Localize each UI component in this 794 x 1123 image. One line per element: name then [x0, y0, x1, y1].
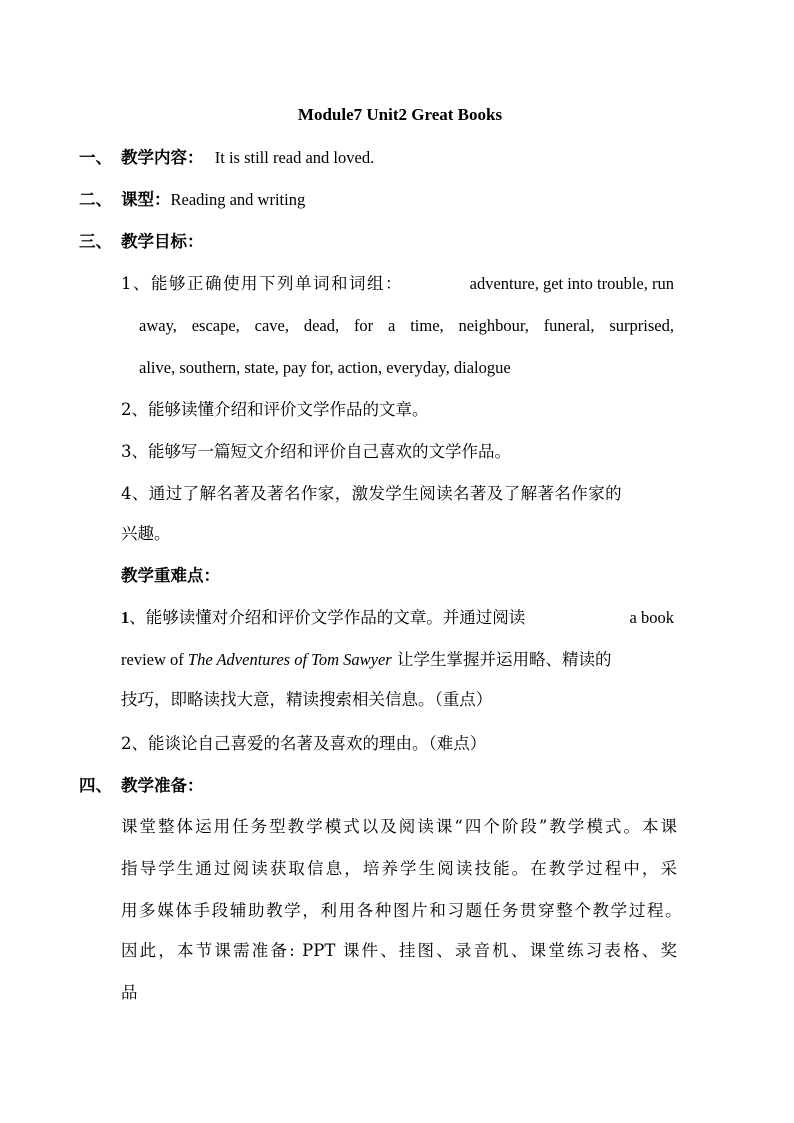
key-point-text-en: a book [629, 608, 674, 627]
key-point-text: 、能够读懂对介绍和评价文学作品的文章。并通过阅读 [129, 608, 526, 627]
paragraph-text: 指导学生通过阅读获取信息，培养学生阅读技能。在教学过程中，采 [121, 859, 677, 878]
key-point-1-line-2 [121, 648, 611, 672]
preparation-line-3 [121, 899, 681, 923]
key-point-text: 让学生掌握并运用略、精读的 [391, 650, 612, 669]
preparation-line-5: 品 [121, 983, 138, 1002]
key-point-2: 2、能谈论自己喜爱的名著及喜欢的理由。（难点） [121, 734, 487, 753]
goal-1-line-1 [121, 272, 674, 296]
goal-3: 3、能够写一篇短文介绍和评价自己喜欢的文学作品。 [121, 442, 511, 461]
paragraph-text: 课堂整体运用任务型教学模式以及阅读课“四个阶段”教学模式。本课 [121, 817, 677, 836]
goal-words: adventure, get into trouble, run [469, 274, 674, 293]
section-number: 三、 [79, 232, 112, 251]
goal-2: 2、能够读懂介绍和评价文学作品的文章。 [121, 400, 429, 419]
goal-1-line-3: alive, southern, state, pay for, action, everyday, dialogue [139, 358, 511, 377]
goal-text: 1、能够正确使用下列单词和词组： [121, 274, 403, 293]
section-label: 课型： [121, 190, 171, 209]
preparation-line-1 [121, 815, 677, 839]
section-number: 四、 [79, 776, 112, 795]
key-point-1-line-3: 技巧，即略读找大意，精读搜索相关信息。（重点） [121, 690, 493, 709]
section-text: Reading and writing [170, 190, 306, 209]
section-text: It is still read and loved. [214, 148, 375, 167]
preparation-line-2 [121, 857, 677, 881]
paragraph-text: 用多媒体手段辅助教学，利用各种图片和习题任务贯穿整个教学过程。 [121, 901, 681, 920]
key-point-text-en: review of [121, 650, 188, 669]
section-label: 教学内容： [121, 148, 204, 167]
section-label: 教学准备： [121, 776, 204, 795]
key-point-number: 1 [121, 608, 130, 627]
section-lesson-type [79, 188, 305, 212]
goal-words: away, escape, cave, dead, for a time, neighbour, funeral, surprised, [139, 316, 674, 335]
key-point-1-line-1 [121, 606, 674, 630]
preparation-line-4 [121, 939, 677, 963]
section-label: 教学目标： [121, 232, 204, 251]
section-number: 二、 [79, 190, 112, 209]
document-title: Module7 Unit2 Great Books [297, 105, 503, 124]
section-preparation [79, 774, 204, 798]
goal-4-line-2: 兴趣。 [121, 524, 171, 543]
book-title: The Adventures of Tom Sawyer [187, 650, 392, 669]
section-number: 一、 [79, 148, 112, 167]
section-content [79, 146, 374, 170]
goal-1-line-2 [139, 314, 674, 338]
section-goals [79, 230, 204, 254]
paragraph-text: 因此，本节课需准备: PPT 课件、挂图、录音机、课堂练习表格、奖 [121, 941, 677, 960]
key-points-label: 教学重难点： [121, 566, 220, 585]
goal-4-line-1: 4、通过了解名著及著名作家，激发学生阅读名著及了解著名作家的 [121, 484, 622, 503]
